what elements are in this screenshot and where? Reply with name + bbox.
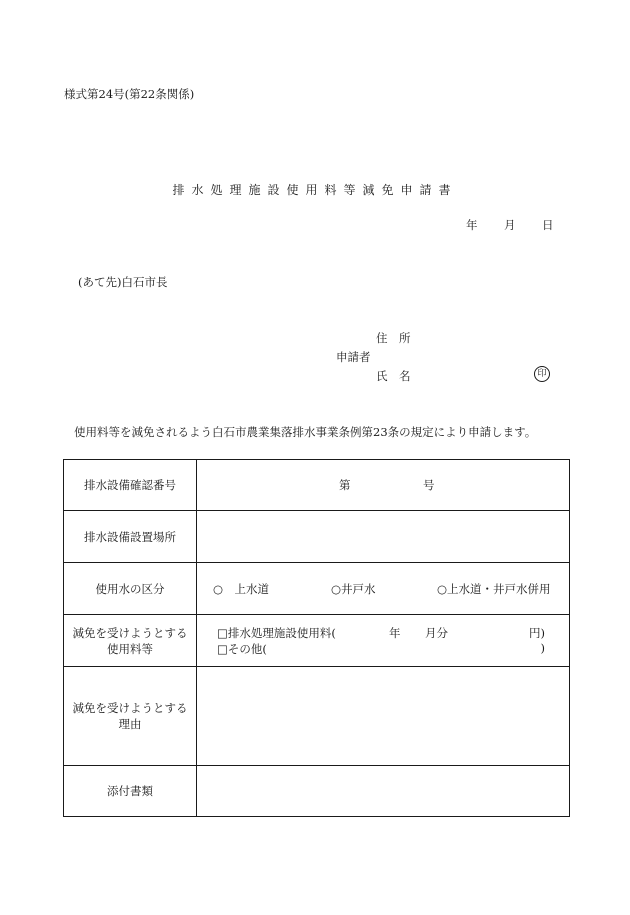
confirmation-number-label: 排水設備確認番号 — [64, 460, 197, 511]
fee-month-label: 月分 — [425, 626, 448, 640]
reason-field[interactable] — [197, 667, 570, 766]
attachments-label: 添付書類 — [64, 766, 197, 817]
date-month: 月 — [504, 218, 516, 232]
table-row-confirmation-number — [64, 460, 570, 511]
reason-label — [64, 667, 197, 766]
date-year: 年 — [466, 218, 478, 232]
application-form-table — [63, 459, 570, 817]
table-row-reason — [64, 667, 570, 766]
date-row — [466, 217, 554, 233]
address-label: 住 所 — [376, 331, 411, 345]
fee-label-line2: 使用料等 — [107, 641, 153, 656]
seal-mark: 印 — [534, 366, 550, 382]
confirmation-number-suffix: 号 — [423, 478, 435, 492]
fee-option-drainage[interactable] — [217, 625, 545, 641]
fee-options — [197, 615, 570, 667]
fee-year-label: 年 — [389, 626, 401, 640]
installation-place-field[interactable] — [197, 511, 570, 563]
table-row-fee — [64, 615, 570, 667]
confirmation-number-field[interactable] — [197, 460, 570, 511]
date-day: 日 — [542, 218, 554, 232]
water-category-label: 使用水の区分 — [64, 563, 197, 615]
name-label: 氏 名 — [376, 369, 411, 383]
water-option-tap[interactable]: ○ 上水道 — [213, 581, 270, 596]
water-option-well[interactable]: ○井戸水 — [331, 581, 376, 596]
addressee: (あて先)白石市長 — [78, 275, 168, 289]
reason-label-line2: 理由 — [118, 717, 142, 731]
fee-label-line1: 減免を受けようとする — [72, 625, 188, 640]
fee-option-other-label: □その他( — [217, 642, 267, 656]
applicant-label: 申請者 — [336, 350, 371, 364]
table-row-installation-place — [64, 511, 570, 563]
reason-label-line1: 減免を受けようとする — [72, 701, 188, 715]
water-category-options — [197, 563, 570, 615]
water-option-combined[interactable]: ○上水道・井戸水併用 — [437, 581, 551, 596]
fee-label — [64, 615, 197, 667]
fee-option-other[interactable] — [217, 641, 545, 657]
fee-other-close: ) — [540, 641, 545, 655]
document-title: 排水処理施設使用料等減免申請書 — [172, 183, 458, 197]
application-statement: 使用料等を減免されるよう白石市農業集落排水事業条例第23条の規定により申請します。 — [74, 425, 537, 439]
confirmation-number-prefix: 第 — [339, 478, 351, 492]
fee-yen-close: 円) — [529, 626, 545, 640]
form-number: 様式第24号(第22条関係) — [64, 87, 195, 101]
table-row-attachments — [64, 766, 570, 817]
installation-place-label: 排水設備設置場所 — [64, 511, 197, 563]
fee-option-drainage-label: □排水処理施設使用料( — [217, 626, 336, 640]
attachments-field[interactable] — [197, 766, 570, 817]
table-row-water-category — [64, 563, 570, 615]
